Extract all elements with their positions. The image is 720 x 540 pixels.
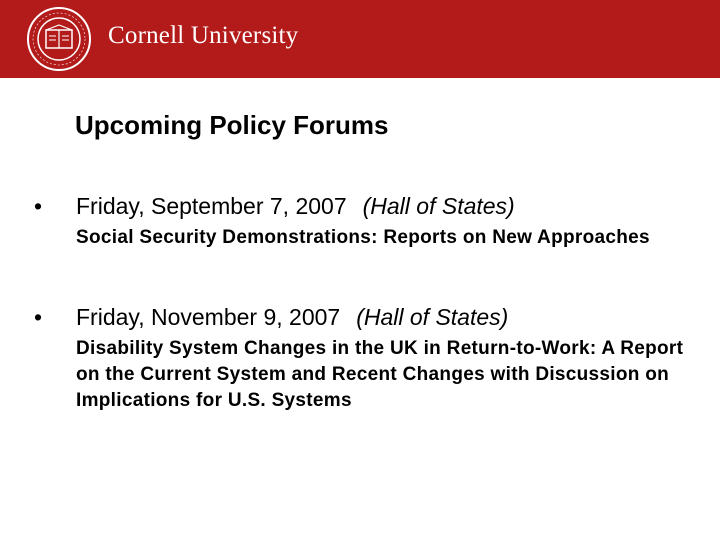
forum-heading xyxy=(34,191,694,221)
forum-item xyxy=(34,191,694,251)
forum-heading xyxy=(34,302,694,332)
forum-description: Disability System Changes in the UK in Return-to-Work: A Report on the Current System and Recent Changes with Discussion on Implications for U.S. Systems xyxy=(76,338,684,411)
forum-venue: (Hall of States) xyxy=(356,304,509,330)
bullet-icon: • xyxy=(34,193,43,219)
bullet-icon: • xyxy=(34,304,43,330)
page-title: Upcoming Policy Forums xyxy=(75,110,389,140)
forum-description: Social Security Demonstrations: Reports on New Approaches xyxy=(76,227,650,248)
forum-date: Friday, November 9, 2007 xyxy=(76,304,341,330)
cornell-seal-logo xyxy=(26,6,92,72)
forum-venue: (Hall of States) xyxy=(362,193,515,219)
brand-name: Cornell University xyxy=(108,22,299,49)
forum-item xyxy=(34,302,694,414)
forum-date: Friday, September 7, 2007 xyxy=(76,193,347,219)
header-banner xyxy=(0,0,720,78)
